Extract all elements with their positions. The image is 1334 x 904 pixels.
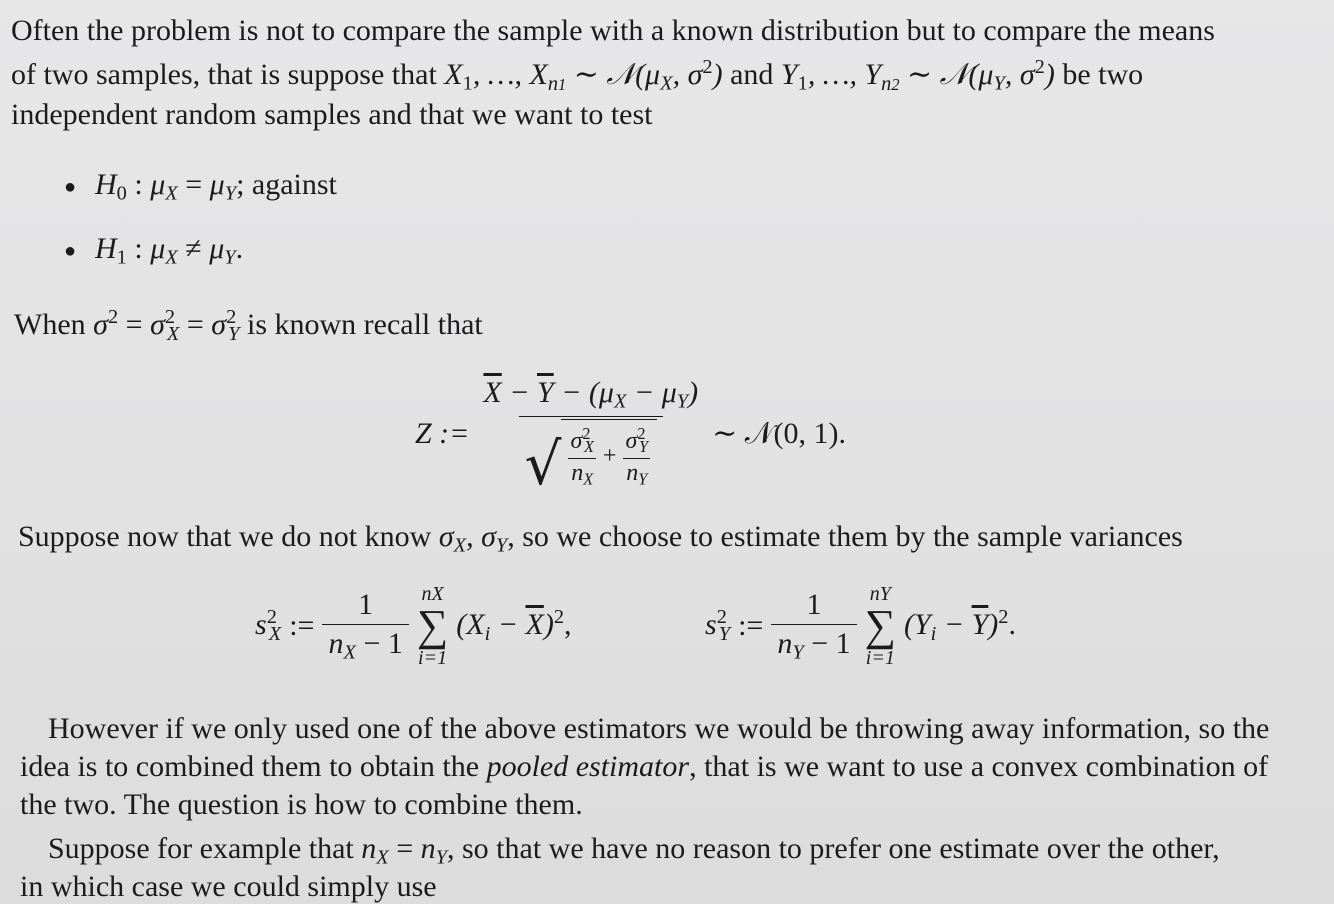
sigma-equality-math: $\sigma^2 = \sigma^2_X = \sigma^2_Y$ [93,306,240,345]
intro-text-and: and [730,58,774,92]
z-denominator [519,416,664,498]
bullet-h0: ● [64,176,77,198]
known-sigma-line [14,306,483,346]
z-formula [415,376,846,498]
hypothesis-h1 [95,232,243,270]
z-rhs: ∼ 𝒩(0, 1). [712,417,846,451]
sy-sum-upper: nY [869,583,891,605]
example-text-a: Suppose for example that [48,832,354,865]
pooled-line-3: the two. The question is how to combine them. [20,788,583,821]
suppose-text-b: , so we choose to estimate them by the sample variances [507,520,1183,553]
intro-text-c: be two [1062,58,1144,92]
sx-squared: $s^2_X$ [255,606,282,645]
known-sigma-suffix: is known recall that [246,308,483,342]
intro-text-a: of two samples, that is suppose that [11,58,437,92]
pooled-estimator-em: pooled estimator [486,750,690,783]
sx-sum-upper: nX [421,583,444,605]
sx-sum-lower: i=1 [418,647,448,669]
known-sigma-prefix: When [14,308,86,342]
sx-summand: $(X_i - \overline{X})^2$, [456,606,572,645]
sx-fraction: $\frac{1}{n_X - 1}$ [322,588,408,665]
nx-equals-ny-math: $n_X = n_Y$ [361,832,447,869]
intro-line-1: Often the problem is not to compare the sample with a known distribution but to compare the means [11,14,1215,47]
y-sample-math: $Y_1$, …, $Y_{n2}$ ∼ $𝒩(\mu_Y$, $\sigma^2$) [780,56,1055,95]
pooled-text-b: , that is we want to use a convex combination of [689,750,1269,783]
h1-math: $H_1$ : $\mu_X \ne \mu_Y$ [95,232,236,269]
bullet-h1: ● [64,240,77,262]
pooled-text-a: idea is to combined them to obtain the [20,750,480,783]
z-lhs: Z := [415,416,470,450]
suppose-text-a: Suppose now that we do not know [18,520,432,553]
sum-icon: ∑ [864,601,896,650]
suppose-line [18,520,1183,558]
sx-assign: := [289,609,315,642]
intro-line-2 [11,56,1143,96]
sqrt-icon: √ [524,429,562,498]
sy-sum-lower: i=1 [865,647,895,669]
hypothesis-h0 [95,168,337,206]
sigma-y-over-n: $\frac{\sigma^2_Y}{n_Y}$ [622,424,651,490]
sx-sum [417,584,448,668]
z-fraction [477,376,704,498]
sy-fraction: $\frac{1}{n_Y - 1}$ [771,588,856,665]
x-sample-math: $X_1$, …, $X_{n1}$ ∼ $𝒩(\mu_X$, $\sigma^2$) [444,56,723,95]
h0-text: ; against [236,168,337,201]
sy-assign: := [738,609,764,642]
sy-squared: $s^2_Y$ [705,606,731,645]
sy-summand: $(Y_i - \overline{Y})^2$. [903,606,1016,645]
sigma-xy-math: $\sigma_X$, $\sigma_Y$ [438,520,508,557]
sum-icon: ∑ [416,601,449,650]
example-text-b: , so that we have no reason to prefer one estimate over the other, [447,832,1220,865]
h0-math: $H_0$ : $\mu_X = \mu_Y$ [95,168,237,205]
variance-y-formula [705,584,1016,668]
pooled-line-1: However if we only used one of the above estimators we would be throwing away information, so the [48,712,1270,745]
intro-line-3: independent random samples and that we want to test [11,98,653,131]
example-line-1 [48,832,1220,870]
sigma-x-over-n: $\frac{\sigma^2_X}{n_X}$ [567,424,596,490]
z-numerator: $\overline{X} - \overline{Y} - (\mu_X - \mu_Y)$ [483,376,699,413]
example-line-2: in which case we could simply use [20,870,437,903]
variance-x-formula [255,584,572,668]
h1-text: . [235,232,244,265]
pooled-line-2 [20,750,1268,784]
sqrt-expression: √ $\frac{\sigma^2_X}{n_X}$ + $\frac{\sigma^2_Y}{n_Y}$ [525,419,658,490]
sy-sum [865,584,896,668]
